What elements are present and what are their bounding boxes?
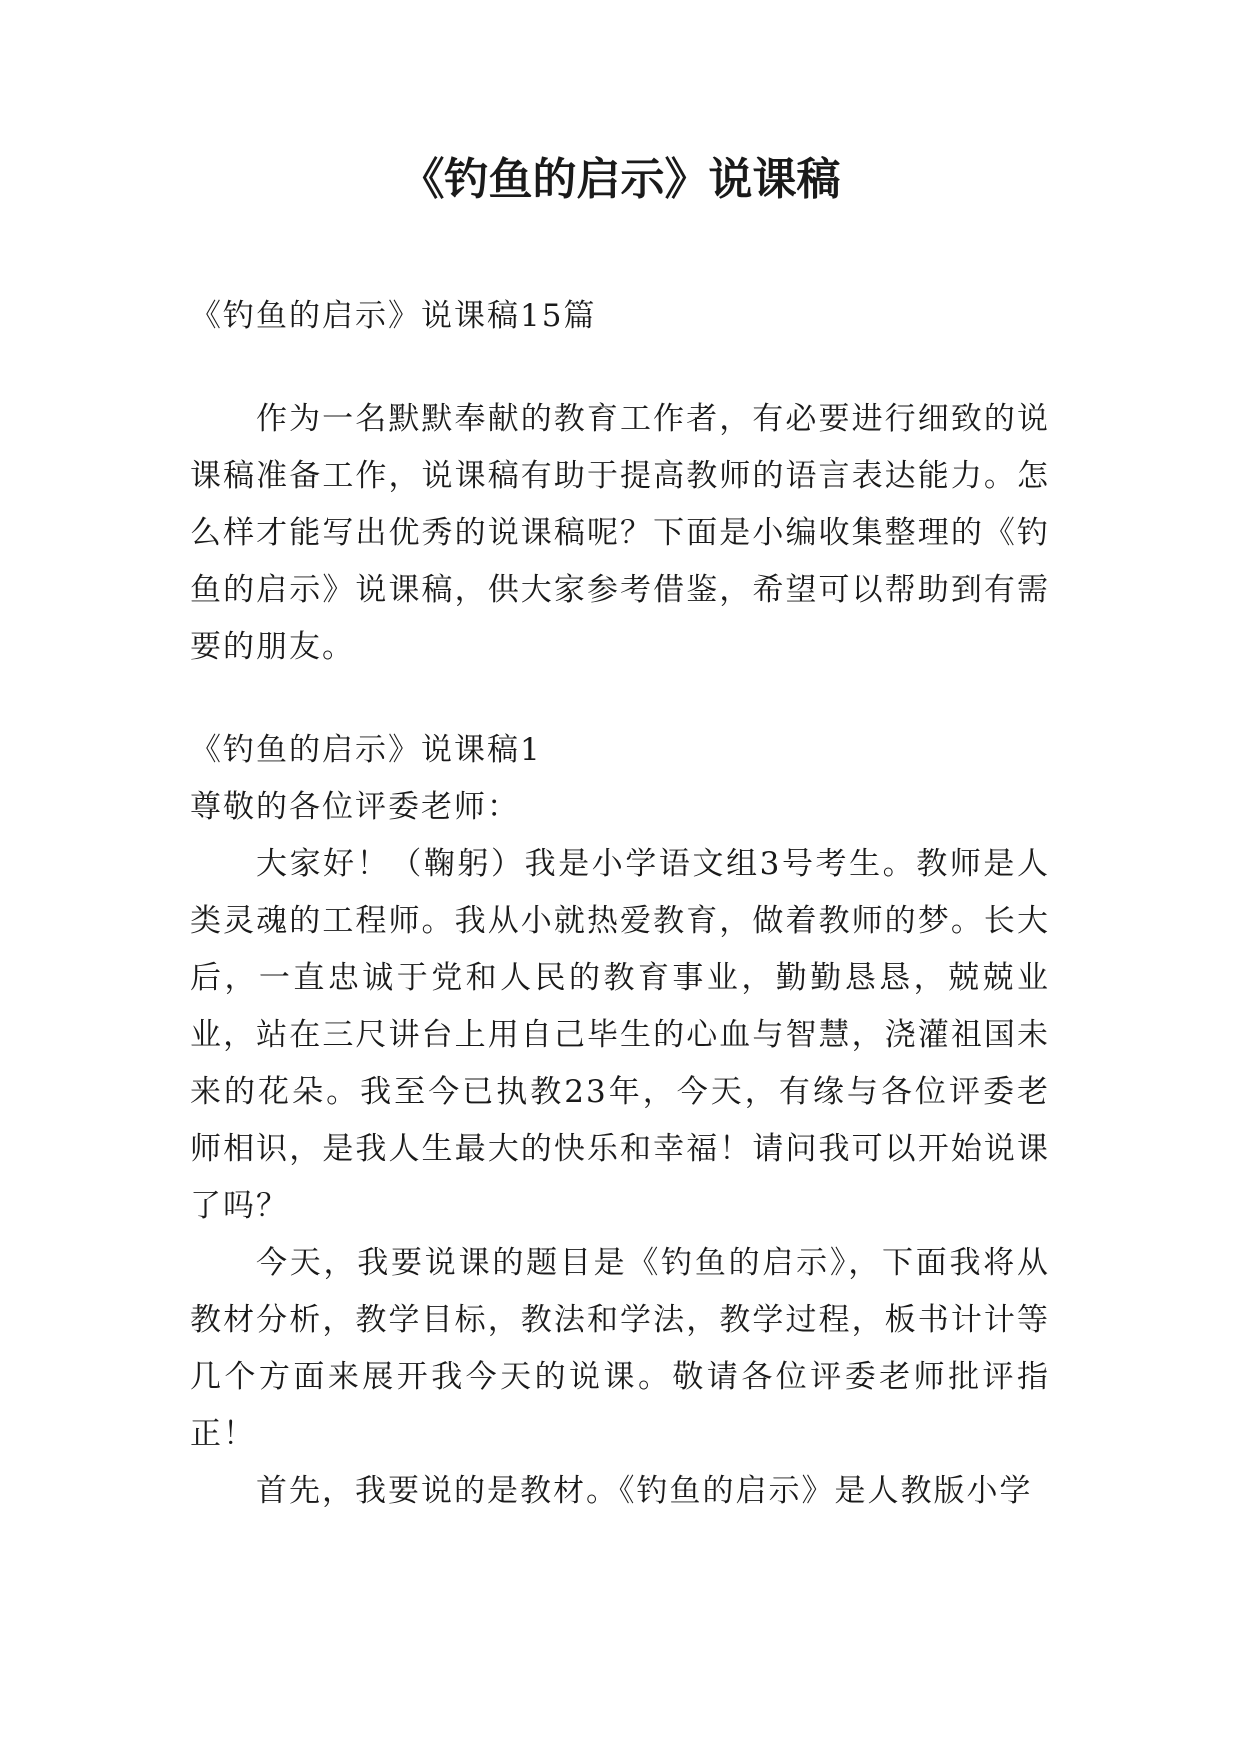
- body-paragraph: 今天，我要说课的题目是《钓鱼的启示》，下面我将从教材分析，教学目标，教法和学法，教学过程，板书计计等几个方面来展开我今天的说课。敬请各位评委老师批评指正！: [190, 1245, 1050, 1452]
- body-paragraph: 首先，我要说的是教材。《钓鱼的启示》是人教版小学: [256, 1473, 1033, 1509]
- body-paragraph: 大家好！（鞠躬）我是小学语文组3号考生。教师是人类灵魂的工程师。我从小就热爱教育，做着教师的梦。长大后，一直忠诚于党和人民的教育事业，勤勤恳恳，兢兢业业，站在三尺讲台上用自己毕生的心血与智慧，浇灌祖国未来的花朵。我至今已执教23年，今天，有缘与各位评委老师相识，是我人生最大的快乐和幸福！请问我可以开始说课了吗？: [190, 846, 1050, 1224]
- document-title: 《钓鱼的启示》说课稿: [400, 154, 841, 205]
- salutation: 尊敬的各位评委老师：: [190, 789, 520, 825]
- document-body: [190, 288, 1050, 1520]
- document-subtitle: 《钓鱼的启示》说课稿15篇: [190, 298, 597, 334]
- section-heading: 《钓鱼的启示》说课稿1: [190, 732, 542, 768]
- intro-paragraph: 作为一名默默奉献的教育工作者，有必要进行细致的说课稿准备工作，说课稿有助于提高教师的语言表达能力。怎么样才能写出优秀的说课稿呢？下面是小编收集整理的《钓鱼的启示》说课稿，供大家参考借鉴，希望可以帮助到有需要的朋友。: [190, 401, 1050, 665]
